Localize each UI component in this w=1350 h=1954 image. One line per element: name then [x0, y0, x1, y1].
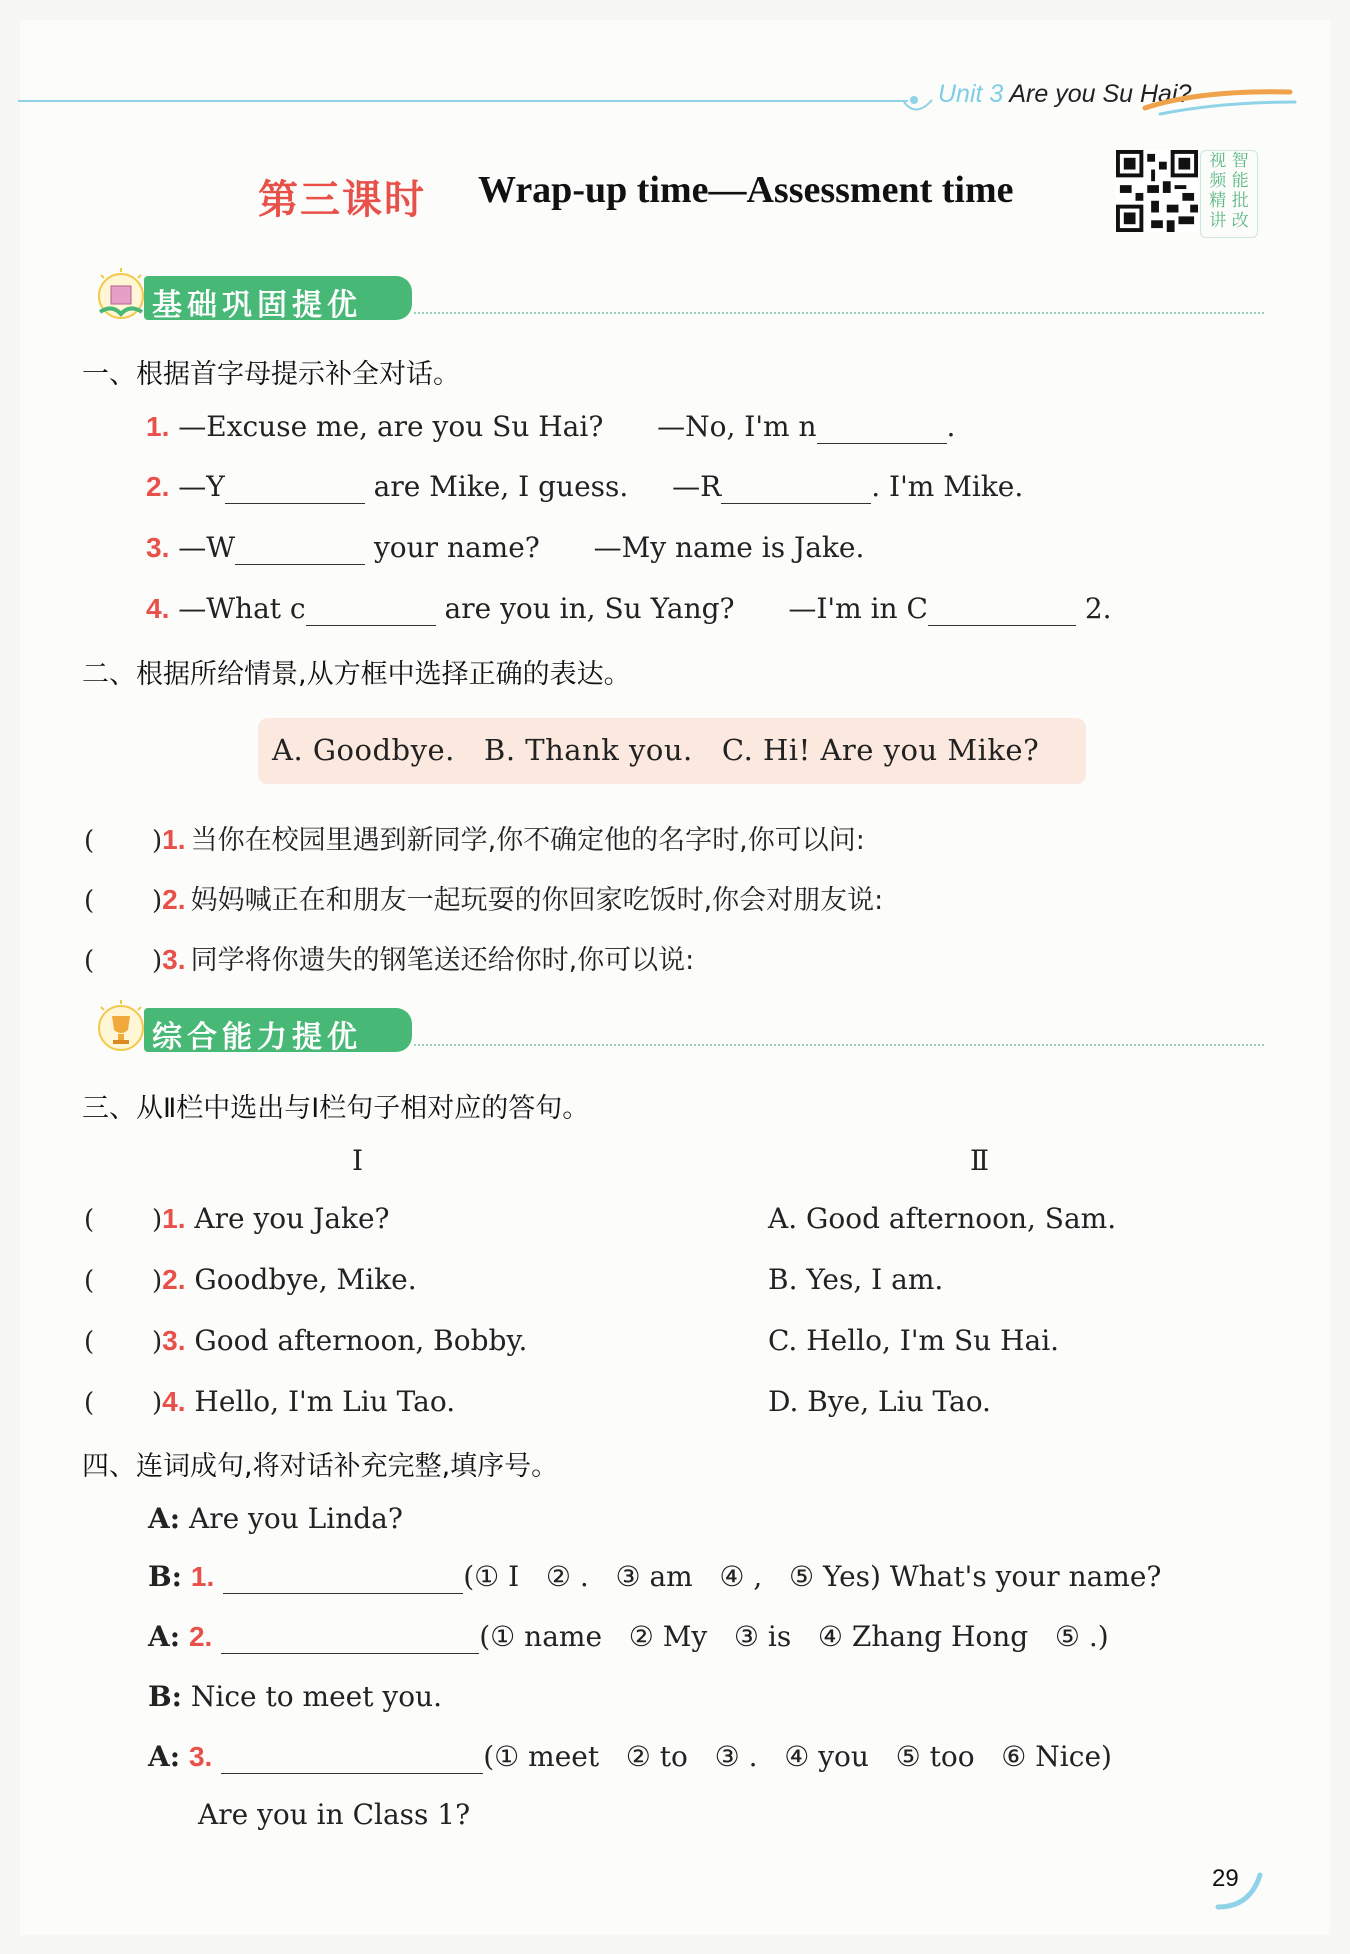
- part3-heading: 三、从Ⅱ栏中选出与Ⅰ栏句子相对应的答句。: [82, 1093, 590, 1124]
- section-title-comprehensive: 综合能力提优: [152, 1020, 362, 1055]
- part1-heading: 一、根据首字母提示补全对话。: [82, 359, 460, 390]
- part3-left-4: ( )4. Hello, I'm Liu Tao.: [84, 1385, 456, 1418]
- unit-title: Are you Su Hai?: [1009, 80, 1192, 108]
- answer-blank[interactable]: [221, 1740, 483, 1774]
- column-1-label: Ⅰ: [352, 1144, 364, 1177]
- lesson-title: Wrap-up time—Assessment time: [478, 169, 1014, 211]
- part3-left-2: ( )2. Goodbye, Mike.: [84, 1263, 417, 1296]
- part4-line-5: A: 3. (① meet ② to ③ . ④ you ⑤ too ⑥ Nice): [148, 1740, 1112, 1773]
- answer-blank[interactable]: [221, 1620, 479, 1654]
- lesson-label: 第三课时: [258, 176, 426, 223]
- part4-line-6: Are you in Class 1?: [198, 1798, 471, 1831]
- part1-item-3: 3. —W your name? —My name is Jake.: [146, 531, 865, 564]
- header-rule: [18, 100, 908, 102]
- answer-paren[interactable]: ( ): [84, 946, 163, 976]
- part3-right-a: A. Good afternoon, Sam.: [768, 1202, 1117, 1235]
- part1-item-1: 1. —Excuse me, are you Su Hai? —No, I'm n .: [146, 410, 956, 443]
- column-2-label: Ⅱ: [970, 1144, 990, 1177]
- header-dot-icon: [902, 88, 942, 118]
- part2-item-2: ( )2. 妈妈喊正在和朋友一起玩耍的你回家吃饭时,你会对朋友说:: [84, 884, 884, 916]
- part4-line-3: A: 2. (① name ② My ③ is ④ Zhang Hong ⑤ .): [148, 1620, 1109, 1653]
- qr-caption: 视 智 频 能 精 批 讲 改: [1200, 150, 1258, 238]
- part3-right-b: B. Yes, I am.: [768, 1263, 944, 1296]
- answer-blank[interactable]: [223, 1560, 463, 1594]
- part3-left-1: ( )1. Are you Jake?: [84, 1202, 390, 1235]
- part4-line-2: B: 1. (① I ② . ③ am ④ , ⑤ Yes) What's your name?: [148, 1560, 1162, 1593]
- cube-sprout-icon: [92, 268, 150, 326]
- answer-paren[interactable]: ( ): [84, 1327, 163, 1357]
- part1-item-4: 4. —What c are you in, Su Yang? —I'm in C 2.: [146, 592, 1112, 625]
- answer-blank[interactable]: [225, 470, 365, 504]
- section-title-basic: 基础巩固提优: [152, 288, 362, 323]
- part2-item-3: ( )3. 同学将你遗失的钢笔送还给你时,你可以说:: [84, 944, 695, 976]
- page-number: 29: [1212, 1865, 1239, 1892]
- part4-heading: 四、连词成句,将对话补充完整,填序号。: [82, 1451, 559, 1482]
- part2-heading: 二、根据所给情景,从方框中选择正确的表达。: [82, 659, 631, 690]
- unit-label: Unit 3: [938, 80, 1004, 108]
- part3-right-d: D. Bye, Liu Tao.: [768, 1385, 991, 1418]
- part1-item-2: 2. —Y are Mike, I guess. —R . I'm Mike.: [146, 470, 1024, 503]
- part3-left-3: ( )3. Good afternoon, Bobby.: [84, 1324, 528, 1357]
- answer-paren[interactable]: ( ): [84, 1266, 163, 1296]
- options-list: A. Goodbye. B. Thank you. C. Hi! Are you Mike?: [272, 733, 1040, 767]
- part4-line-1: A: Are you Linda?: [148, 1502, 403, 1535]
- section-banner-comprehensive: [84, 1008, 1264, 1055]
- part2-item-1: ( )1. 当你在校园里遇到新同学,你不确定他的名字时,你可以问:: [84, 824, 865, 856]
- answer-blank[interactable]: [306, 592, 436, 626]
- answer-blank[interactable]: [817, 410, 947, 444]
- part4-line-4: B: Nice to meet you.: [148, 1680, 442, 1713]
- section-banner-basic: [84, 276, 1264, 323]
- answer-paren[interactable]: ( ): [84, 886, 163, 916]
- answer-paren[interactable]: ( ): [84, 1205, 163, 1235]
- header-swoosh-icon: [1140, 80, 1300, 120]
- trophy-icon: [92, 1000, 150, 1058]
- part3-right-c: C. Hello, I'm Su Hai.: [768, 1324, 1060, 1357]
- answer-paren[interactable]: ( ): [84, 826, 163, 856]
- answer-blank[interactable]: [235, 531, 365, 565]
- answer-blank[interactable]: [721, 470, 871, 504]
- answer-paren[interactable]: ( ): [84, 1388, 163, 1418]
- qr-code-icon[interactable]: [1116, 150, 1198, 232]
- answer-blank[interactable]: [928, 592, 1076, 626]
